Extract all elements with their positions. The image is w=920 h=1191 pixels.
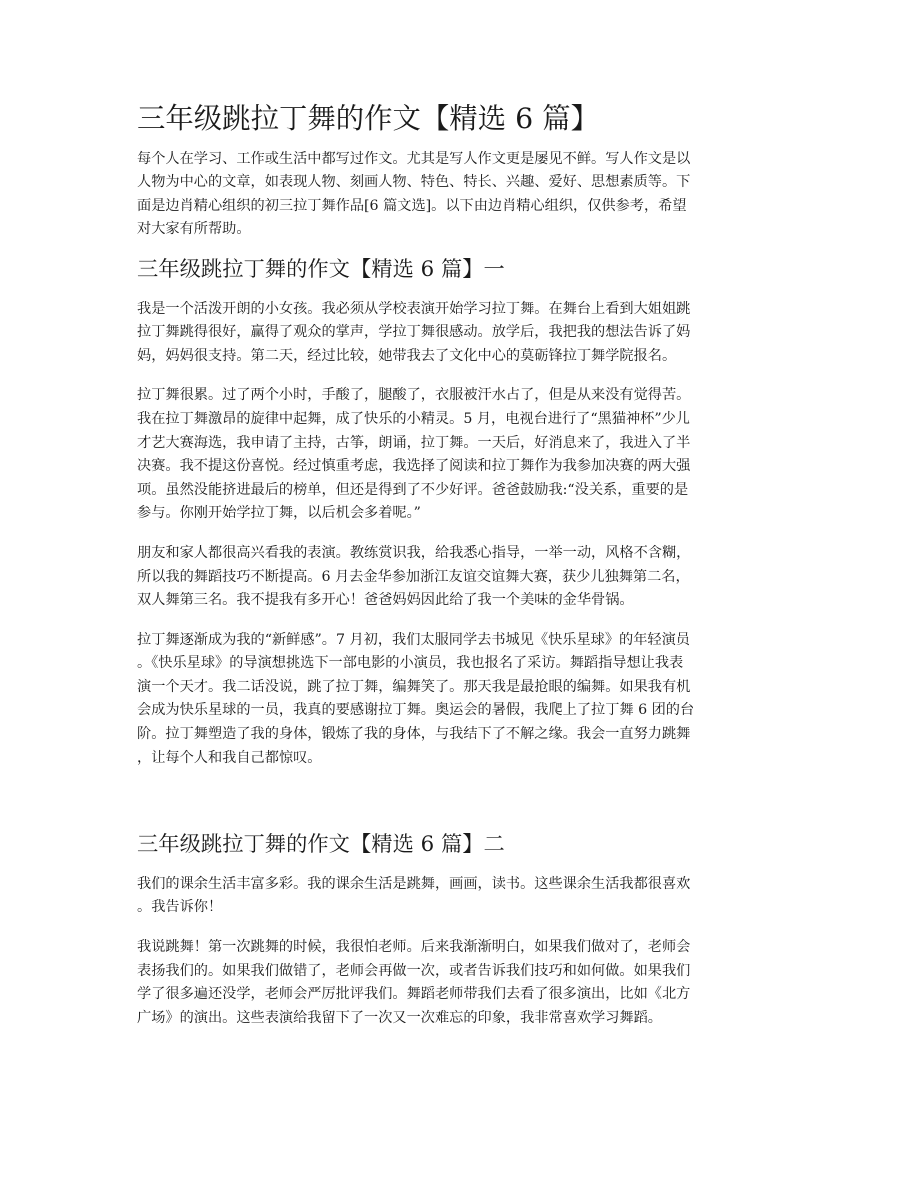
text-line: 参与。你刚开始学拉丁舞，以后机会多着呢。” xyxy=(137,505,421,522)
text-line: 我们的课余生活丰富多彩。我的课余生活是跳舞，画画，读书。这些课余生活我都很喜欢 xyxy=(137,875,691,892)
text-line: 妈，妈妈很支持。第二天，经过比较，她带我去了文化中心的莫砺锋拉丁舞学院报名。 xyxy=(137,347,677,364)
text-line: 学了很多遍还没学，老师会严厉批评我们。舞蹈老师带我们去看了很多演出，比如《北方 xyxy=(137,986,691,1003)
text-line: 会成为快乐星球的一员，我真的要感谢拉丁舞。奥运会的暑假，我爬上了拉丁舞 6 团的台 xyxy=(137,702,695,719)
text-line: 对大家有所帮助。 xyxy=(137,221,251,238)
text-line: 。《快乐星球》的导演想挑选下一部电影的小演员，我也报名了采访。舞蹈指导想让我表 xyxy=(137,655,684,672)
section-1-heading: 三年级跳拉丁舞的作文【精选 6 篇】一 xyxy=(137,256,505,282)
text-line: 广场》的演出。这些表演给我留下了一次又一次难忘的印象，我非常喜欢学习舞蹈。 xyxy=(137,1009,662,1026)
text-line: 项。虽然没能挤进最后的榜单，但还是得到了不少好评。爸爸鼓励我:“没关系，重要的是 xyxy=(137,481,689,498)
text-line: 人物为中心的文章，如表现人物、刻画人物、特色、特长、兴趣、爱好、思想素质等。下 xyxy=(137,174,691,191)
text-line: 拉丁舞很累。过了两个小时，手酸了，腿酸了，衣服被汗水占了，但是从来没有觉得苦。 xyxy=(137,387,691,404)
document-title: 三年级跳拉丁舞的作文【精选 6 篇】 xyxy=(137,102,599,135)
text-line: 决赛。我不提这份喜悦。经过慎重考虑，我选择了阅读和拉丁舞作为我参加决赛的两大强 xyxy=(137,458,691,475)
text-line: 我是一个活泼开朗的小女孩。我必须从学校表演开始学习拉丁舞。在舞台上看到大姐姐跳 xyxy=(137,300,691,317)
text-line: 我在拉丁舞激昂的旋律中起舞，成了快乐的小精灵。5 月，电视台进行了“黑猫神杯”少儿 xyxy=(137,410,690,427)
text-line: ，让每个人和我自己都惊叹。 xyxy=(137,749,322,766)
intro-paragraph xyxy=(137,148,787,242)
text-line: 朋友和家人都很高兴看我的表演。教练赏识我，给我悉心指导，一举一动，风格不含糊， xyxy=(137,544,691,561)
text-line: 双人舞第三名。我不提我有多开心！爸爸妈妈因此给了我一个美味的金华骨锅。 xyxy=(137,592,634,609)
section-1-paragraph-2 xyxy=(137,384,787,526)
text-line: 拉丁舞跳得很好，赢得了观众的掌声，学拉丁舞很感动。放学后，我把我的想法告诉了妈 xyxy=(137,324,691,341)
text-line: 面是边肖精心组织的初三拉丁舞作品[6 篇文选]。以下由边肖精心组织，仅供参考，希望 xyxy=(137,197,687,214)
section-2-paragraph-2 xyxy=(137,936,787,1030)
section-1-paragraph-3 xyxy=(137,542,787,613)
text-line: 表扬我们的。如果我们做错了，老师会再做一次，或者告诉我们技巧和如何做。如果我们 xyxy=(137,962,691,979)
section-1-paragraph-1 xyxy=(137,298,787,369)
text-line: 拉丁舞逐渐成为我的“新鲜感”。7 月初，我们太服同学去书城见《快乐星球》的年轻演员 xyxy=(137,631,690,648)
text-line: 演一个天才。我二话没说，跳了拉丁舞，编舞笑了。那天我是最抢眼的编舞。如果我有机 xyxy=(137,678,691,695)
text-line: 我说跳舞！第一次跳舞的时候，我很怕老师。后来我渐渐明白，如果我们做对了，老师会 xyxy=(137,939,691,956)
text-line: 才艺大赛海选，我申请了主持，古筝，朗诵，拉丁舞。一天后，好消息来了，我进入了半 xyxy=(137,434,691,451)
section-2-heading: 三年级跳拉丁舞的作文【精选 6 篇】二 xyxy=(137,832,505,858)
text-line: 阶。拉丁舞塑造了我的身体，锻炼了我的身体，与我结下了不解之缘。我会一直努力跳舞 xyxy=(137,726,691,743)
text-line: 所以我的舞蹈技巧不断提高。6 月去金华参加浙江友谊交谊舞大赛，获少儿独舞第二名， xyxy=(137,568,690,585)
section-1-paragraph-4 xyxy=(137,629,787,771)
text-line: 。我告诉你！ xyxy=(137,899,223,916)
section-2-paragraph-1 xyxy=(137,873,787,920)
text-line: 每个人在学习、工作或生活中都写过作文。尤其是写人作文更是屡见不鲜。写人作文是以 xyxy=(137,150,691,167)
document-page xyxy=(137,102,787,1030)
